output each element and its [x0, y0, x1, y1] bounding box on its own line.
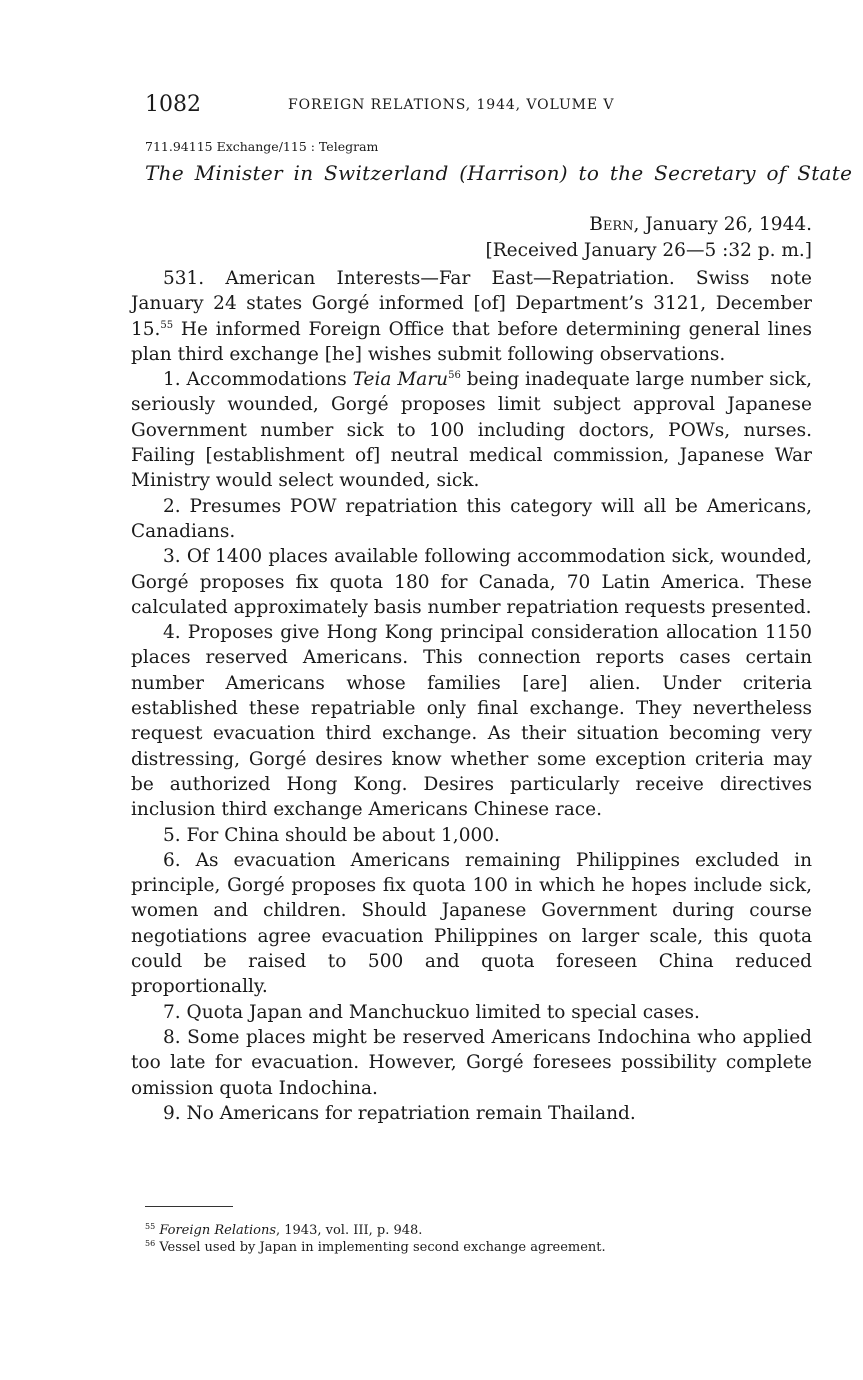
- footnotes: [145, 1222, 805, 1256]
- item-1: [131, 367, 812, 493]
- footnote-ref-55: 55: [160, 319, 174, 331]
- item-8: 8. Some places might be reserved Americans Indochina who applied too late for evacuation. However, Gorgé foresees possibility complete omission quota Indochina.: [131, 1026, 812, 1099]
- telegram-body: [131, 266, 812, 1126]
- item-4: 4. Proposes give Hong Kong principal consideration allocation 1150 places reserved Americans. This connection reports cases certain number Americans whose families [are] alien. Under criteria established these repatriable only final exchange. They nevertheless request evacuation third exchange. As their situation becoming very distressing, Gorgé desires know whether some exception criteria may be authorized Hong Kong. Desires particularly receive directives inclusion third exchange Americans Chinese race.: [131, 622, 812, 821]
- item-1-text: 1. Accommodations: [163, 369, 353, 391]
- footnote-55-text: , 1943, vol. III, p. 948.: [276, 1223, 423, 1238]
- date-line: [485, 212, 812, 238]
- page-header: [145, 92, 813, 122]
- item-6: 6. As evacuation Americans remaining Philippines excluded in principle, Gorgé proposes fix quota 100 in which he hopes include sick, women and children. Should Japanese Government during course negotiations agree evacuation Philippines on larger scale, this quota could be raised to 500 and quota foreseen China reduced proportionally.: [131, 849, 812, 998]
- footnote-ref-56: 56: [448, 370, 461, 382]
- footnote-56-text: Vessel used by Japan in implementing second exchange agreement.: [159, 1240, 606, 1255]
- footnote-56: [145, 1239, 805, 1256]
- running-title: FOREIGN RELATIONS, 1944, VOLUME V: [288, 97, 615, 113]
- intro-text: 531. American Interests—Far East—Repatriation. Swiss note January 24 states Gorgé informed [of] Department’s 3121, December 15.: [131, 268, 812, 340]
- item-3: 3. Of 1400 places available following accommodation sick, wounded, Gorgé proposes fix quota 180 for Canada, 70 Latin America. These calculated approximately basis number repatriation requests presented.: [131, 546, 812, 618]
- footnote-rule: [145, 1206, 233, 1207]
- intro-paragraph: [131, 266, 812, 367]
- item-1-text-cont: being inadequate large number sick, seriously wounded, Gorgé proposes limit subject approval Japanese Government number sick to 100 including doctors, POWs, nurses. Failing [establishment of] neutral medical commission, Japanese War Ministry would select wounded, sick.: [131, 369, 812, 492]
- received-line: [Received January 26—5 :32 p. m.]: [485, 240, 812, 261]
- ship-name: Teia Maru: [352, 369, 449, 391]
- footnote-55-title: Foreign Relations: [159, 1223, 276, 1238]
- footnote-55-marker: 55: [145, 1222, 156, 1231]
- item-7: 7. Quota Japan and Manchuckuo limited to special cases.: [163, 1001, 700, 1023]
- footnote-56-marker: 56: [145, 1239, 156, 1248]
- file-reference: 711.94115 Exchange/115 : Telegram: [145, 139, 379, 154]
- document-title: The Minister in Switzerland (Harrison) to the Secretary of State: [145, 161, 853, 185]
- date: , January 26, 1944.: [633, 214, 812, 235]
- item-9: 9. No Americans for repatriation remain Thailand.: [163, 1102, 636, 1124]
- page-number: 1082: [145, 92, 201, 117]
- intro-text-cont: He informed Foreign Office that before determining general lines plan third exchange [he] wishes submit following observations.: [131, 318, 812, 365]
- item-2: 2. Presumes POW repatriation this category will all be Americans, Canadians.: [131, 495, 812, 542]
- footnote-55: [145, 1222, 805, 1239]
- place: Bern: [589, 214, 634, 235]
- dateline: [485, 212, 812, 264]
- item-5: 5. For China should be about 1,000.: [163, 824, 500, 846]
